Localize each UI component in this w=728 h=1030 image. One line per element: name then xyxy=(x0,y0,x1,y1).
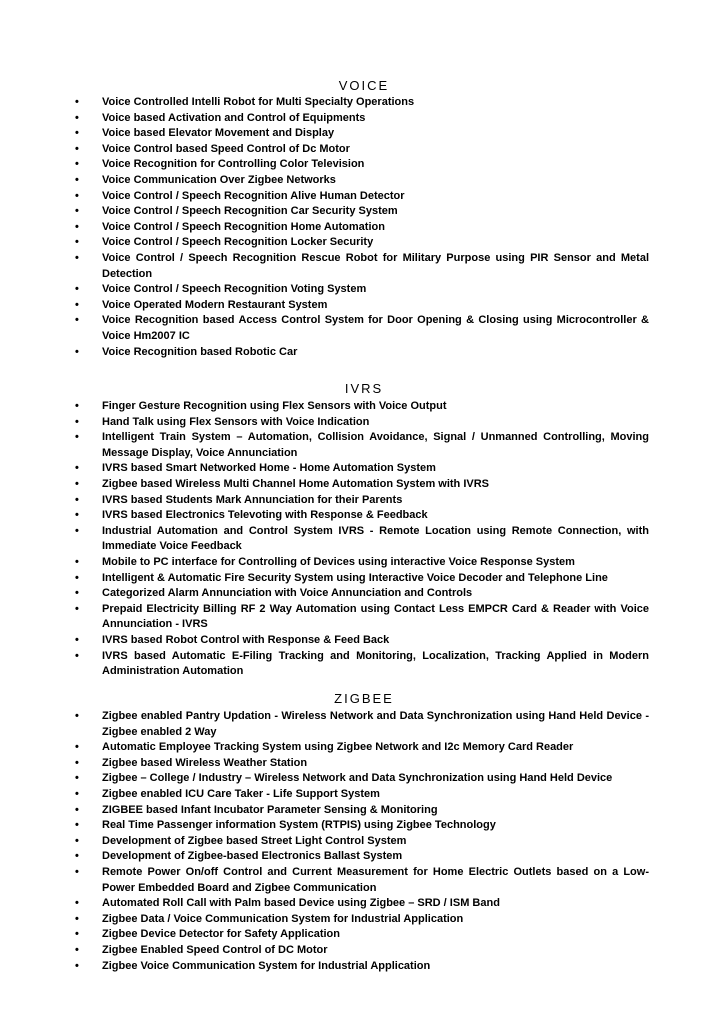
list-item xyxy=(0,571,728,587)
list-item xyxy=(0,415,728,431)
voice-list xyxy=(0,95,728,360)
list-item xyxy=(0,399,728,415)
section-title-voice: VOICE xyxy=(338,78,390,93)
bullet-icon: • xyxy=(75,96,79,108)
list-item-text: Voice Controlled Intelli Robot for Multi Specialty Operations xyxy=(102,96,415,108)
bullet-icon: • xyxy=(75,787,79,800)
list-item-text: Voice Communication Over Zigbee Networks xyxy=(102,173,336,186)
list-item xyxy=(0,586,728,602)
list-item-text: Intelligent & Automatic Fire Security System using Interactive Voice Decoder and Telephone Line xyxy=(102,571,608,584)
bullet-icon: • xyxy=(75,345,79,358)
list-item-text: Voice Control based Speed Control of Dc Motor xyxy=(102,142,350,155)
bullet-icon: • xyxy=(75,865,79,878)
list-item-text: Remote Power On/off Control and Current Measurement for Home Electric Outlets based on a Low-Power Embedded Board and Zigbee Communication xyxy=(102,865,649,894)
bullet-icon: • xyxy=(75,111,79,124)
list-item xyxy=(0,818,728,834)
bullet-icon: • xyxy=(75,477,79,490)
list-item xyxy=(0,251,728,282)
list-item xyxy=(0,602,728,633)
ivrs-list xyxy=(0,399,728,680)
list-item-text: Voice Control / Speech Recognition Home Automation xyxy=(102,220,385,233)
list-item-text: Categorized Alarm Annunciation with Voice Annunciation and Controls xyxy=(102,587,473,600)
list-item xyxy=(0,345,728,361)
list-item xyxy=(0,912,728,928)
bullet-icon: • xyxy=(75,220,79,233)
list-item xyxy=(0,313,728,344)
list-item xyxy=(0,95,728,111)
list-item-text: Zigbee enabled Pantry Updation - Wireless Network and Data Synchronization using Hand Held Device - Zigbee enabled 2 Way xyxy=(102,710,649,738)
list-item xyxy=(0,235,728,251)
list-item-text: Real Time Passenger information System (RTPIS) using Zigbee Technology xyxy=(102,819,496,832)
list-item xyxy=(0,896,728,912)
section-title-zigbee: ZIGBEE xyxy=(334,691,394,706)
bullet-icon: • xyxy=(75,756,79,769)
list-item-text: ZIGBEE based Infant Incubator Parameter Sensing & Monitoring xyxy=(102,803,438,816)
list-item xyxy=(0,649,728,680)
list-item-text: Industrial Automation and Control System IVRS - Remote Location using Remote Connection, with Immediate Voice Feedback xyxy=(102,524,649,553)
bullet-icon: • xyxy=(75,555,79,568)
list-item-text: Voice Control / Speech Recognition Alive Human Detector xyxy=(102,189,405,202)
bullet-icon: • xyxy=(75,897,79,910)
list-item xyxy=(0,298,728,314)
list-item-text: Voice Operated Modern Restaurant System xyxy=(102,298,328,311)
list-item xyxy=(0,126,728,142)
bullet-icon: • xyxy=(75,850,79,863)
list-item xyxy=(0,771,728,787)
bullet-icon: • xyxy=(75,283,79,296)
bullet-icon: • xyxy=(75,462,79,475)
bullet-icon: • xyxy=(75,298,79,311)
list-item-text: Zigbee – College / Industry – Wireless Network and Data Synchronization using Hand Held Device xyxy=(102,772,613,785)
list-item xyxy=(0,477,728,493)
list-item-text: Hand Talk using Flex Sensors with Voice Indication xyxy=(102,415,370,428)
list-item xyxy=(0,493,728,509)
list-item-text: Voice Control / Speech Recognition Rescue Robot for Military Purpose using PIR Sensor and Metal Detection xyxy=(102,251,649,280)
bullet-icon: • xyxy=(75,314,79,327)
list-item xyxy=(0,461,728,477)
list-item-text: Voice Recognition based Robotic Car xyxy=(102,345,298,358)
bullet-icon: • xyxy=(75,205,79,218)
list-item-text: IVRS based Automatic E-Filing Tracking and Monitoring, Localization, Tracking Applied in Modern Administration Automation xyxy=(102,649,649,678)
bullet-icon: • xyxy=(75,959,79,972)
list-item xyxy=(0,803,728,819)
list-item-text: Voice based Activation and Control of Equipments xyxy=(102,111,366,124)
bullet-icon: • xyxy=(75,834,79,847)
bullet-icon: • xyxy=(75,710,79,722)
section-title-ivrs: IVRS xyxy=(344,381,384,396)
list-item-text: IVRS based Smart Networked Home - Home Automation System xyxy=(102,462,436,475)
list-item xyxy=(0,220,728,236)
list-item xyxy=(0,282,728,298)
bullet-icon: • xyxy=(75,741,79,754)
list-item-text: Zigbee based Wireless Multi Channel Home Automation System with IVRS xyxy=(102,477,490,490)
bullet-icon: • xyxy=(75,633,79,646)
zigbee-list xyxy=(0,709,728,974)
list-item xyxy=(0,204,728,220)
list-item-text: Zigbee based Wireless Weather Station xyxy=(102,756,308,769)
bullet-icon: • xyxy=(75,158,79,171)
bullet-icon: • xyxy=(75,803,79,816)
list-item-text: Voice Control / Speech Recognition Car Security System xyxy=(102,205,398,218)
list-item xyxy=(0,430,728,461)
list-item xyxy=(0,943,728,959)
bullet-icon: • xyxy=(75,415,79,428)
bullet-icon: • xyxy=(75,912,79,925)
list-item-text: Automatic Employee Tracking System using Zigbee Network and I2c Memory Card Reader xyxy=(102,741,574,754)
bullet-icon: • xyxy=(75,493,79,506)
list-item xyxy=(0,189,728,205)
list-item-text: Voice Control / Speech Recognition Locker Security xyxy=(102,236,374,249)
list-item-text: Voice based Elevator Movement and Display xyxy=(102,127,335,140)
bullet-icon: • xyxy=(75,602,79,615)
bullet-icon: • xyxy=(75,400,79,412)
list-item xyxy=(0,959,728,975)
bullet-icon: • xyxy=(75,571,79,584)
bullet-icon: • xyxy=(75,524,79,537)
bullet-icon: • xyxy=(75,943,79,956)
list-item-text: Automated Roll Call with Palm based Device using Zigbee – SRD / ISM Band xyxy=(102,897,500,910)
list-item xyxy=(0,756,728,772)
list-item-text: Zigbee Device Detector for Safety Application xyxy=(102,928,340,941)
list-item xyxy=(0,834,728,850)
list-item-text: Zigbee Voice Communication System for Industrial Application xyxy=(102,959,431,972)
list-item xyxy=(0,927,728,943)
list-item xyxy=(0,555,728,571)
list-item-text: Zigbee Enabled Speed Control of DC Motor xyxy=(102,943,328,956)
bullet-icon: • xyxy=(75,431,79,444)
bullet-icon: • xyxy=(75,236,79,249)
list-item-text: Mobile to PC interface for Controlling of Devices using interactive Voice Response System xyxy=(102,555,575,568)
list-item-text: IVRS based Robot Control with Response & Feed Back xyxy=(102,633,390,646)
bullet-icon: • xyxy=(75,509,79,522)
list-item xyxy=(0,787,728,803)
bullet-icon: • xyxy=(75,649,79,662)
list-item-text: Voice Recognition based Access Control System for Door Opening & Closing using Microcontroller & Voice Hm2007 IC xyxy=(102,314,649,342)
list-item-text: Finger Gesture Recognition using Flex Sensors with Voice Output xyxy=(102,400,447,412)
list-item-text: Voice Control / Speech Recognition Voting System xyxy=(102,283,367,296)
list-item-text: Prepaid Electricity Billing RF 2 Way Automation using Contact Less EMPCR Card & Reader with Voice Annunciation - IVRS xyxy=(102,602,649,631)
list-item xyxy=(0,633,728,649)
list-item xyxy=(0,173,728,189)
list-item-text: Voice Recognition for Controlling Color Television xyxy=(102,158,365,171)
list-item-text: Development of Zigbee-based Electronics Ballast System xyxy=(102,850,403,863)
list-item xyxy=(0,142,728,158)
list-item xyxy=(0,740,728,756)
list-item-text: Development of Zigbee based Street Light Control System xyxy=(102,834,407,847)
list-item xyxy=(0,508,728,524)
list-item-text: Intelligent Train System – Automation, Collision Avoidance, Signal / Unmanned Controlling, Moving Message Display, Voice Annunciation xyxy=(102,431,649,459)
list-item xyxy=(0,524,728,555)
bullet-icon: • xyxy=(75,587,79,600)
bullet-icon: • xyxy=(75,142,79,155)
list-item xyxy=(0,157,728,173)
bullet-icon: • xyxy=(75,772,79,785)
list-item xyxy=(0,865,728,896)
list-item xyxy=(0,709,728,740)
list-item xyxy=(0,111,728,127)
list-item-text: Zigbee Data / Voice Communication System for Industrial Application xyxy=(102,912,464,925)
bullet-icon: • xyxy=(75,251,79,264)
list-item-text: Zigbee enabled ICU Care Taker - Life Support System xyxy=(102,787,380,800)
bullet-icon: • xyxy=(75,127,79,140)
list-item xyxy=(0,849,728,865)
bullet-icon: • xyxy=(75,173,79,186)
bullet-icon: • xyxy=(75,189,79,202)
bullet-icon: • xyxy=(75,928,79,941)
list-item-text: IVRS based Electronics Televoting with Response & Feedback xyxy=(102,509,428,522)
list-item-text: IVRS based Students Mark Annunciation for their Parents xyxy=(102,493,403,506)
bullet-icon: • xyxy=(75,819,79,832)
